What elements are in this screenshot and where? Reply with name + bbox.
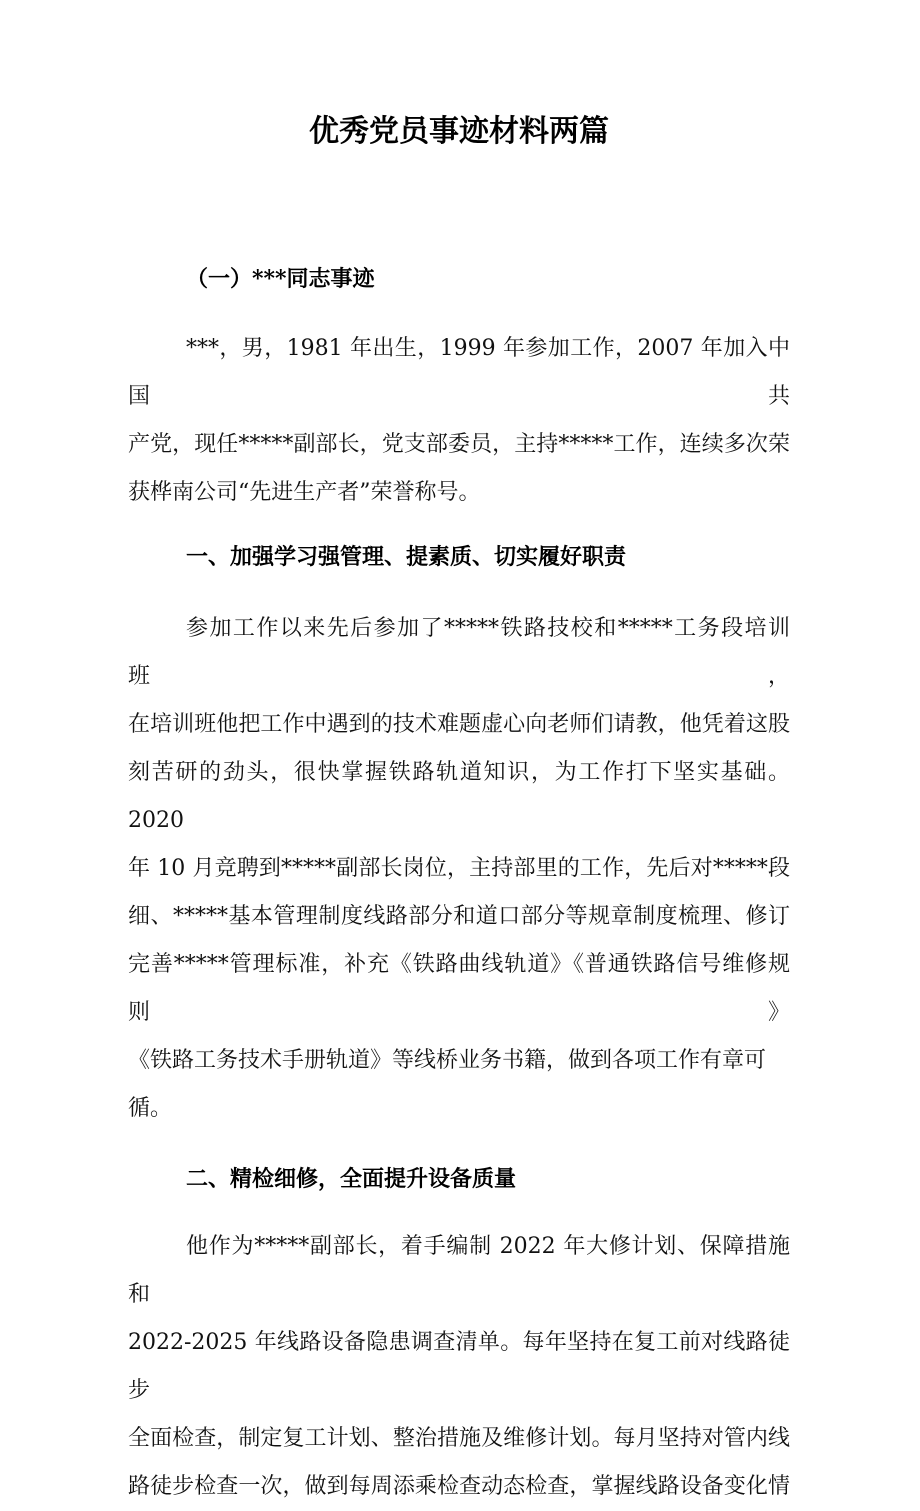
paragraph-line: 刻苦研的劲头，很快掌握铁路轨道知识，为工作打下坚实基础。2020 [128, 760, 790, 833]
document-content [128, 112, 790, 1511]
document-title: 优秀党员事迹材料两篇 [309, 114, 609, 149]
paragraph-line: 产党，现任*****副部长，党支部委员，主持*****工作，连续多次荣 [128, 432, 790, 457]
paragraph-line: 他作为*****副部长，着手编制 2022 年大修计划、保障措施和 [128, 1234, 790, 1307]
section-heading-part-one: （一）***同志事迹 [186, 266, 375, 292]
paragraph-line: 在培训班他把工作中遇到的技术难题虚心向老师们请教，他凭着这股 [128, 712, 790, 737]
paragraph-line: 细、*****基本管理制度线路部分和道口部分等规章制度梳理、修订 [128, 904, 790, 929]
document-page [0, 112, 920, 1499]
paragraph-line: 获桦南公司“先进生产者”荣誉称号。 [128, 480, 481, 505]
paragraph-line: 全面检查，制定复工计划、整治措施及维修计划。每月坚持对管内线 [128, 1426, 790, 1451]
paragraph-line: ***，男，1981 年出生，1999 年参加工作，2007 年加入中国共 [128, 336, 790, 409]
paragraph-study [128, 605, 790, 1133]
paragraph-intro [128, 325, 790, 517]
paragraph-line: 《铁路工务技术手册轨道》等线桥业务书籍，做到各项工作有章可循。 [128, 1048, 767, 1121]
section-heading-two: 二、精检细修，全面提升设备质量 [186, 1166, 517, 1192]
paragraph-line: 年 10 月竞聘到*****副部长岗位，主持部里的工作，先后对*****段 [128, 856, 790, 881]
paragraph-maintenance [128, 1223, 790, 1511]
section-heading-one: 一、加强学习强管理、提素质、切实履好职责 [186, 544, 627, 570]
paragraph-line: 完善*****管理标准，补充《铁路曲线轨道》《普通铁路信号维修规则》 [128, 952, 790, 1025]
paragraph-line: 路徒步检查一次，做到每周添乘检查动态检查，掌握线路设备变化情 [128, 1474, 790, 1499]
paragraph-line: 2022-2025 年线路设备隐患调查清单。每年坚持在复工前对线路徒步 [128, 1330, 790, 1403]
paragraph-line: 参加工作以来先后参加了*****铁路技校和*****工务段培训班， [128, 616, 790, 689]
